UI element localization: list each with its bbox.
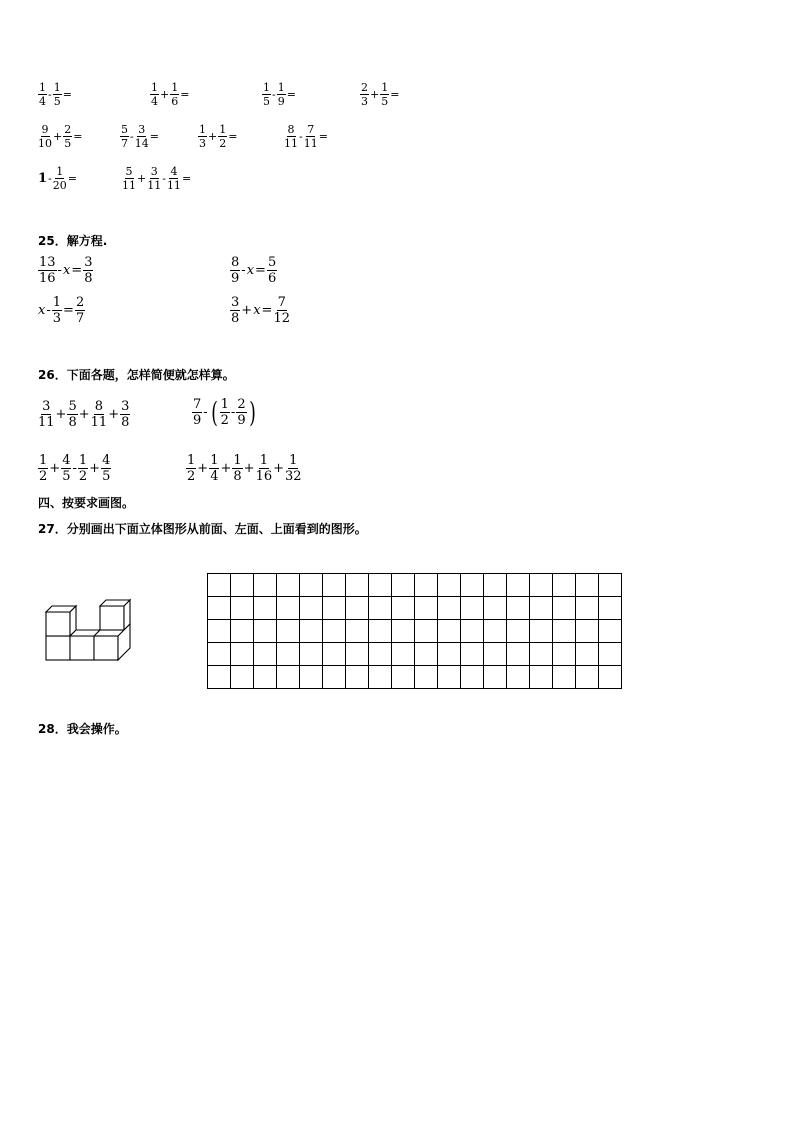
grid-cell[interactable]	[300, 597, 323, 620]
grid-cell[interactable]	[576, 666, 599, 689]
grid-cell[interactable]	[254, 666, 277, 689]
grid-cell[interactable]	[208, 643, 231, 666]
grid-cell[interactable]	[530, 597, 553, 620]
grid-cell[interactable]	[254, 597, 277, 620]
grid-cell[interactable]	[346, 574, 369, 597]
grid-cell[interactable]	[484, 574, 507, 597]
grid-cell[interactable]	[300, 620, 323, 643]
grid-cell[interactable]	[461, 643, 484, 666]
simplify-3: 1 2 + $\frac{4}{5}$ - 1 2 + $\frac{4}{5}$	[39, 453, 111, 484]
grid-cell[interactable]	[346, 643, 369, 666]
grid-cell[interactable]	[323, 666, 346, 689]
simplify-2: 7 9 - ( 1 2 - 2 9 )	[193, 395, 256, 429]
grid-cell[interactable]	[484, 597, 507, 620]
expr-1-3: 1 5 - $\frac{1}{9}$ =	[263, 81, 296, 108]
grid-cell[interactable]	[323, 620, 346, 643]
grid-cell[interactable]	[254, 620, 277, 643]
grid-cell[interactable]	[461, 597, 484, 620]
grid-cell[interactable]	[438, 643, 461, 666]
grid-cell[interactable]	[599, 597, 622, 620]
grid-cell[interactable]	[277, 620, 300, 643]
grid-cell[interactable]	[415, 620, 438, 643]
grid-cell[interactable]	[461, 620, 484, 643]
grid-cell[interactable]	[576, 643, 599, 666]
grid-cell[interactable]	[208, 574, 231, 597]
grid-cell[interactable]	[392, 574, 415, 597]
equation-4: 3 8 + x = $\frac{7}{12}$	[231, 295, 290, 326]
grid-cell[interactable]	[300, 643, 323, 666]
grid-cell[interactable]	[300, 574, 323, 597]
grid-cell[interactable]	[369, 597, 392, 620]
grid-cell[interactable]	[346, 597, 369, 620]
grid-row	[208, 643, 622, 666]
equation-1: 13 16 - x = $\frac{3}{8}$	[39, 255, 93, 286]
grid-cell[interactable]	[484, 643, 507, 666]
q25-title: 25．解方程.	[38, 234, 108, 248]
grid-cell[interactable]	[553, 620, 576, 643]
grid-row	[208, 620, 622, 643]
q28-title: 28．我会操作。	[38, 722, 127, 736]
q27-title: 27．分别画出下面立体图形从前面、左面、上面看到的图形。	[38, 522, 367, 536]
grid-row	[208, 666, 622, 689]
expr-2-4: 8 11 - $\frac{7}{11}$ =	[284, 123, 328, 150]
expr-3-1: 1 - $\frac{1}{20}$ =	[38, 165, 77, 192]
calc-row-3	[38, 166, 192, 191]
grid-cell[interactable]	[231, 597, 254, 620]
grid-cell[interactable]	[438, 620, 461, 643]
grid-cell[interactable]	[231, 643, 254, 666]
grid-cell[interactable]	[530, 643, 553, 666]
grid-cell[interactable]	[576, 574, 599, 597]
grid-cell[interactable]	[507, 620, 530, 643]
calc-row-1	[38, 82, 400, 107]
grid-cell[interactable]	[392, 666, 415, 689]
cube-figure	[44, 592, 136, 664]
grid-cell[interactable]	[300, 666, 323, 689]
q26-title: 26．下面各题，怎样简便就怎样算。	[38, 368, 235, 382]
grid-cell[interactable]	[369, 643, 392, 666]
grid-cell[interactable]	[415, 597, 438, 620]
grid-cell[interactable]	[415, 666, 438, 689]
expr-2-3: 1 3 + $\frac{1}{2}$ =	[199, 123, 238, 150]
grid-cell[interactable]	[461, 666, 484, 689]
grid-cell[interactable]	[484, 666, 507, 689]
expr-1-1: 1 4 - $\frac{1}{5}$ =	[39, 81, 72, 108]
grid-cell[interactable]	[323, 643, 346, 666]
expr-2-1: 9 10 + $\frac{2}{5}$ =	[38, 123, 83, 150]
calc-row-2	[38, 124, 329, 149]
grid-cell[interactable]	[346, 620, 369, 643]
grid-cell[interactable]	[369, 666, 392, 689]
equation-2: 8 9 - x = $\frac{5}{6}$	[231, 255, 277, 286]
grid-cell[interactable]	[530, 666, 553, 689]
section-4-title: 四、按要求画图。	[38, 496, 135, 510]
grid-cell[interactable]	[231, 574, 254, 597]
grid-cell[interactable]	[599, 574, 622, 597]
grid-cell[interactable]	[277, 643, 300, 666]
grid-cell[interactable]	[438, 574, 461, 597]
grid-cell[interactable]	[277, 597, 300, 620]
grid-cell[interactable]	[599, 666, 622, 689]
grid-cell[interactable]	[530, 574, 553, 597]
grid-cell[interactable]	[507, 643, 530, 666]
grid-cell[interactable]	[392, 597, 415, 620]
grid-cell[interactable]	[392, 620, 415, 643]
grid-row	[208, 574, 622, 597]
grid-cell[interactable]	[254, 574, 277, 597]
grid-cell[interactable]	[553, 666, 576, 689]
grid-cell[interactable]	[415, 643, 438, 666]
grid-cell[interactable]	[392, 643, 415, 666]
grid-cell[interactable]	[507, 574, 530, 597]
grid-cell[interactable]	[438, 666, 461, 689]
grid-cell[interactable]	[599, 620, 622, 643]
grid-cell[interactable]	[231, 620, 254, 643]
grid-cell[interactable]	[461, 574, 484, 597]
grid-cell[interactable]	[346, 666, 369, 689]
grid-cell[interactable]	[530, 620, 553, 643]
drawing-grid[interactable]	[207, 573, 622, 689]
grid-cell[interactable]	[507, 666, 530, 689]
simplify-4: 1 2 + $\frac{1}{4}$ + $\frac{1}{8}$ + $\frac{1}{16}$ + $\frac{1}{32}$	[187, 453, 302, 484]
grid-cell[interactable]	[553, 597, 576, 620]
expr-1-2: 1 4 + $\frac{1}{6}$ =	[151, 81, 190, 108]
expr-1-4: 2 3 + $\frac{1}{5}$ =	[361, 81, 400, 108]
grid-cell[interactable]	[484, 620, 507, 643]
grid-cell[interactable]	[254, 643, 277, 666]
grid-cell[interactable]	[553, 643, 576, 666]
grid-cell[interactable]	[323, 597, 346, 620]
expr-2-2: 5 7 - $\frac{3}{14}$ =	[121, 123, 159, 150]
equation-3: x - $\frac{1}{3}$ = $\frac{2}{7}$	[38, 295, 85, 326]
grid-cell[interactable]	[576, 620, 599, 643]
grid-cell[interactable]	[277, 666, 300, 689]
grid-cell[interactable]	[277, 574, 300, 597]
expr-3-2: 5 11 + $\frac{3}{11}$ - $\frac{4}{11}$ =	[122, 165, 192, 192]
grid-cell[interactable]	[507, 597, 530, 620]
grid-cell[interactable]	[231, 666, 254, 689]
grid-cell[interactable]	[369, 574, 392, 597]
grid-cell[interactable]	[208, 620, 231, 643]
grid-cell[interactable]	[208, 666, 231, 689]
grid-cell[interactable]	[438, 597, 461, 620]
grid-cell[interactable]	[208, 597, 231, 620]
grid-row	[208, 597, 622, 620]
grid-cell[interactable]	[599, 643, 622, 666]
grid-cell[interactable]	[553, 574, 576, 597]
grid-cell[interactable]	[415, 574, 438, 597]
simplify-1: 3 11 + $\frac{5}{8}$ + $\frac{8}{11}$ + $\frac{3}{8}$	[38, 399, 130, 430]
grid-cell[interactable]	[576, 597, 599, 620]
grid-cell[interactable]	[323, 574, 346, 597]
grid-cell[interactable]	[369, 620, 392, 643]
